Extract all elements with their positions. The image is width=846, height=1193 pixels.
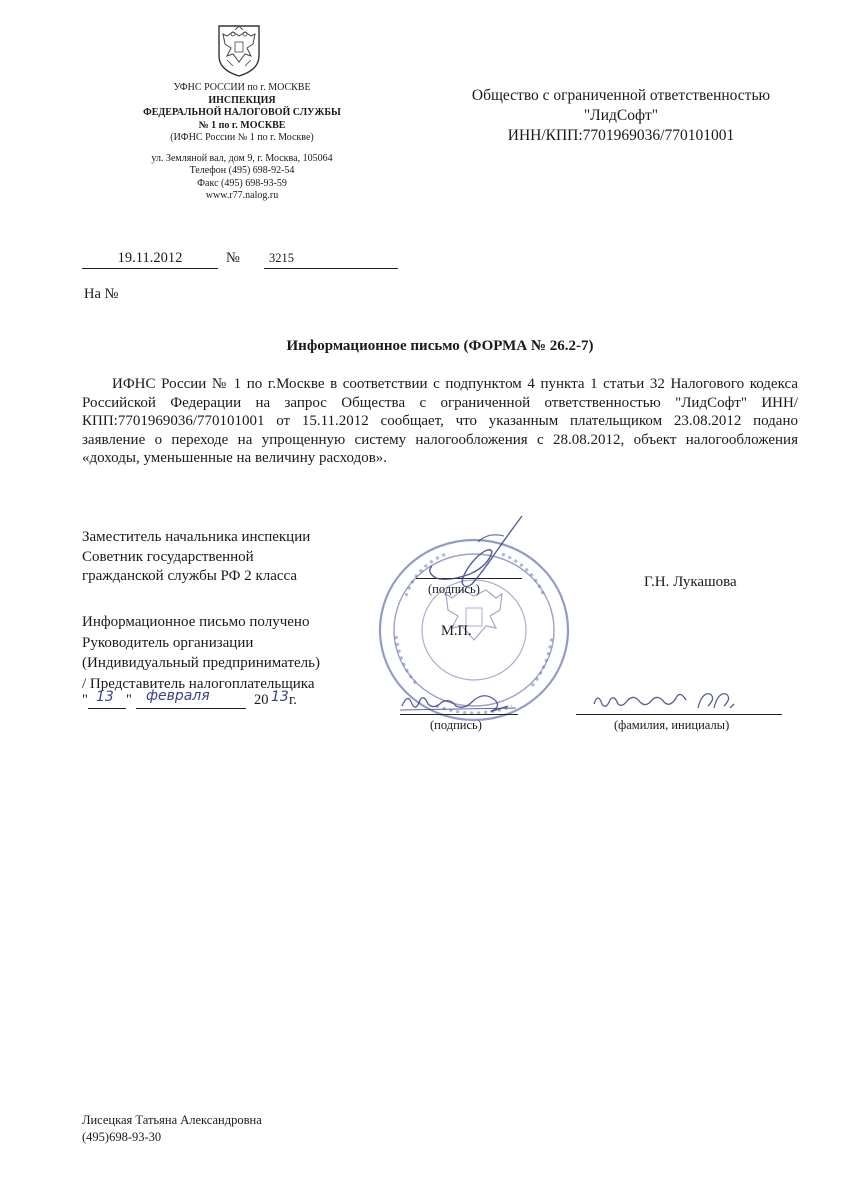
receipt-block [82,612,382,694]
quote-close: " [126,692,132,708]
signature-line [416,578,522,579]
quote-open: " [82,692,88,708]
year-end: г. [289,692,297,708]
letter-date: 19.11.2012 [82,249,218,269]
signatory-line-3: гражданской службы РФ 2 класса [82,568,298,584]
receipt-line-1: Информационное письмо получено [82,614,310,630]
taxpayer-name-handwriting-icon [590,682,750,716]
dept-line: УФНС РОССИИ по г. МОСКВЕ [173,82,311,93]
issuer-website: www.r77.nalog.ru [205,190,279,201]
official-seal-stamp [376,536,572,724]
receipt-month: февраля [146,688,210,704]
org-line-2: ФЕДЕРАЛЬНОЙ НАЛОГОВОЙ СЛУЖБЫ [143,107,341,118]
receipt-line-4: / Представитель налогоплательщика [82,675,315,692]
signatory-position [82,528,382,587]
receipt-line-2: Руководитель организации [82,634,254,651]
receipt-year: 13 [271,689,289,705]
reply-to-reference: На № [84,286,119,302]
executor-name: Лисецкая Татьяна Александровна [82,1113,262,1127]
executor-footer [82,1112,262,1145]
taxpayer-name-caption: (фамилия, инициалы) [614,718,730,732]
taxpayer-signature-line [400,714,518,715]
org-short-name: (ИФНС России № 1 по г. Москве) [170,132,314,143]
taxpayer-name-line [576,714,782,715]
taxpayer-signature-caption: (подпись) [430,718,482,732]
issuer-block [118,82,366,203]
org-line-1: ИНСПЕКЦИЯ [208,94,276,106]
signatory-name: Г.Н. Лукашова [644,574,737,590]
taxpayer-signature-icon [398,684,522,718]
recipient-line-2: "ЛидСофт" [583,107,659,124]
receipt-line-3: (Индивидуальный предприниматель) [82,655,320,671]
org-line-3: № 1 по г. МОСКВЕ [198,119,286,131]
issuer-fax: Факс (495) 698-93-59 [197,177,287,189]
signatory-line-1: Заместитель начальника инспекции [82,529,311,545]
number-sign: № [226,250,240,266]
receipt-day: 13 [96,689,114,705]
signatory-line-2: Советник государственной [82,548,254,565]
letter-title: Информационное письмо (ФОРМА № 26.2-7) [286,338,594,354]
recipient-block [450,86,792,146]
executor-phone: (495)698-93-30 [82,1129,162,1144]
issuer-phone: Телефон (495) 698-92-54 [189,165,295,176]
issuer-address: ул. Земляной вал, дом 9, г. Москва, 105064 [151,152,333,164]
signature-caption: (подпись) [428,582,480,596]
seal-placeholder: М.П. [441,623,472,639]
recipient-line-3: ИНН/КПП:7701969036/770101001 [507,127,735,144]
letter-body: ИФНС России № 1 по г.Москве в соответствии с подпунктом 4 пункта 1 статьи 32 Налогового кодекса Российской Федерации на запрос Общества с ограниченной ответственностью "ЛидСофт" ИНН/КПП:7701969036/770101001 от 15.11.2012 сообщает, что указанным плательщиком 23.08.2012 подано заявление о переходе на упрощенную систему налогообложения с 28.08.2012, объект налогообложения «доходы, уменьшенные на величину расходов». [82,376,798,467]
recipient-line-1: Общество с ограниченной ответственностью [471,87,771,104]
year-prefix: 20 [254,692,269,708]
letter-number: 3215 [264,249,398,269]
russian-coat-of-arms-icon [213,22,265,78]
